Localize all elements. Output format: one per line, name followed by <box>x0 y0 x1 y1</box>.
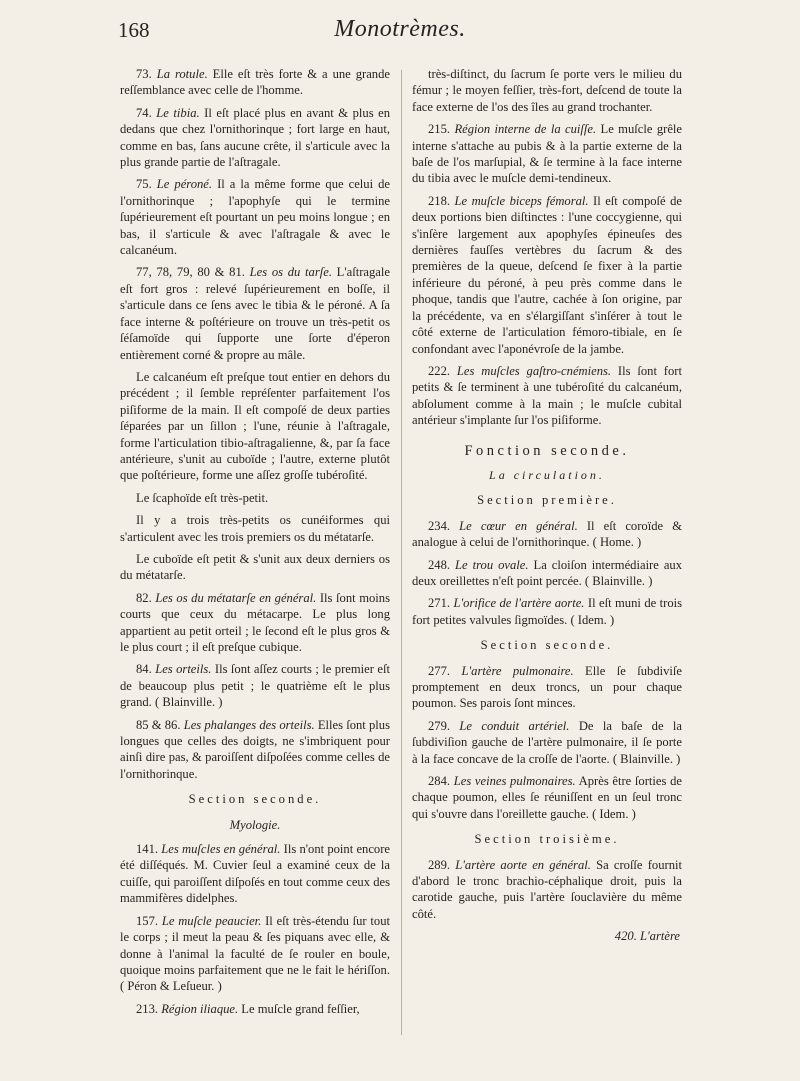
paragraph <box>120 176 390 258</box>
left-column <box>120 66 390 1023</box>
topic-heading: La circulation. <box>489 467 605 482</box>
paragraph-text: L'aſtragale eſt fort gros : relevé ſupérieurement en boſſe, il s'articule dans ce ſens avec le tibia & le péroné. A ſa face interne & poſtérieure on trouve un très-petit os ſéſamoïde qui ſupporte une ſorte d'éperon entièrement corné & propre au mâle. <box>120 265 390 362</box>
paragraph-number: 141. <box>136 842 159 857</box>
paragraph-text: très-diſtinct, du ſacrum ſe porte vers le milieu du fémur ; le moyen feſſier, très-fort, deſcend de toute la face externe de l'os des îles au grand trochanter. <box>412 67 682 114</box>
paragraph <box>120 264 390 362</box>
paragraph-text: Il y a trois très-petits os cunéiformes qui s'articulent avec les trois premiers os du métatarſe. <box>120 513 390 544</box>
paragraph-title: Région interne de la cuiſſe. <box>454 122 597 137</box>
paragraph-number: 73. <box>136 67 152 81</box>
function-heading: Fonction seconde. <box>464 442 630 459</box>
paragraph <box>412 193 682 357</box>
paragraph-text: Ils ſont aſſez courts ; le premier eſt de beaucoup plus petit ; le quatrième eſt le plus grand. ( Blainville. ) <box>120 662 390 710</box>
paragraph-text: Elle ſe ſubdiviſe promptement en deux troncs, un pour chaque poumon. Ses parois ſont minces. <box>412 663 683 711</box>
section-heading: Section seconde. <box>188 792 322 807</box>
paragraph-number: 75. <box>136 177 152 192</box>
paragraph <box>120 590 390 656</box>
paragraph-text: Le cuboïde eſt petit & s'unit aux deux derniers os du métatarſe. <box>120 551 390 583</box>
paragraph-group <box>120 66 390 782</box>
paragraph-title: Les orteils. <box>155 662 212 677</box>
paragraph-number: 82. <box>136 590 152 605</box>
subsection-heading: Myologie. <box>229 817 281 832</box>
paragraph-title: L'artère aorte en général. <box>455 857 591 872</box>
paragraph-title: Région iliaque. <box>161 1001 239 1016</box>
paragraph <box>120 66 390 99</box>
paragraph-number: 213. <box>136 1001 159 1016</box>
paragraph-number: 84. <box>136 662 152 677</box>
paragraph-text: Il a la même forme que celui de l'ornithorinque ; l'apophyſe qui le termine ſupérieurement eſt pourtant un peu moins longue ; en bas, il s'articule & avec l'aſtragale & avec le calcanéum. <box>120 177 390 258</box>
paragraph-text: Ils n'ont point encore été diſſéqués. M. Cuvier ſeul a examiné ceux de la cuiſſe, qui paroiſſent diſpoſés en tout comme ceux des mammifères didelphes. <box>120 842 391 906</box>
paragraph <box>120 105 390 171</box>
paragraph-title: Les phalanges des orteils. <box>183 717 315 732</box>
paragraph-group <box>412 857 682 923</box>
paragraph-title: La rotule. <box>156 67 208 81</box>
paragraph-text: Elles ſont plus longues que celles des doigts, ne s'imbriquent pour ainſi dire pas, & paroiſſent diſpoſées comme celles de l'ornithorinque. <box>120 717 390 781</box>
paragraph-title: L'orifice de l'artère aorte. <box>453 596 585 611</box>
right-column <box>412 66 682 945</box>
paragraph-title: Les os du tarſe. <box>249 265 332 280</box>
paragraph-number: 85 & 86. <box>136 717 181 732</box>
paragraph <box>120 717 390 783</box>
paragraph-text: Le muſcle grêle interne s'attache au pubis & à la partie externe de la baſe de l'os marſupial, & ſe termine à la face interne du tibia avec le muſcle demi-tendineux. <box>412 122 682 186</box>
paragraph <box>120 369 390 484</box>
paragraph-number: 234. <box>428 518 451 533</box>
paragraph <box>412 718 682 767</box>
paragraph <box>412 121 682 187</box>
paragraph-group <box>412 518 682 628</box>
paragraph <box>412 518 682 551</box>
paragraph-title: Les veines pulmonaires. <box>453 774 576 789</box>
paragraph-number: 215. <box>428 122 451 137</box>
paragraph <box>412 595 682 628</box>
paragraph <box>120 512 390 545</box>
paragraph <box>412 663 682 712</box>
paragraph-text: Elle eſt très forte & a une grande reſſemblance avec celle de l'homme. <box>120 67 390 98</box>
paragraph-text: Le ſcaphoïde eſt très-petit. <box>136 490 269 505</box>
paragraph <box>120 841 390 907</box>
paragraph-text: Ils ſont moins courts que ceux du métacarpe. Le plus long appartient au petit orteil ; le ſecond eſt le plus gros & le plus court ; il eſt preſque cubique. <box>120 590 390 654</box>
paragraph-title: Les muſcles en général. <box>161 842 281 857</box>
paragraph-text: Le muſcle grand feſſier, <box>238 1001 360 1016</box>
paragraph-title: Le muſcle biceps fémoral. <box>454 193 589 208</box>
paragraph-title: Le tibia. <box>156 105 200 120</box>
paragraph-text: Après être ſorties de chaque poumon, elles ſe réuniſſent en un ſeul tronc qui s'ouvre dans l'oreillette gauche. ( Idem. ) <box>412 774 682 821</box>
paragraph <box>120 1001 390 1017</box>
paragraph-text: Il eſt compoſé de deux portions bien diſtinctes : l'une coccygienne, qui s'inſère largement aux apophyſes épineuſes des dernières fauſſes vertèbres du ſacrum & des premières de la queue, deſcend ſe fixer à la partie inférieure du péroné, à peu près comme dans le phoque, tandis que l'autre, cachée à ſon origine, par la précédente, va en s'élargiſſant s'inſérer à tout le côté externe de l'articulation fémoro-tibiale, en ſe confondant avec l'aponévroſe de la jambe. <box>412 193 682 356</box>
paragraph-text: Il eſt coroïde & analogue à celui de l'ornithorinque. ( Home. ) <box>412 518 682 550</box>
paragraph-number: 271. <box>428 596 451 611</box>
paragraph <box>412 66 682 115</box>
paragraph-title: Les os du métatarſe en général. <box>155 590 317 605</box>
paragraph-text: Il eſt très-étendu ſur tout le corps ; il meut la peau & ſes piquans avec elle, & donne à l'animal la faculté de ſe rouler en boule, quoique moins parfaitement que ne le fait le hériſſon. ( Péron & Leſueur. ) <box>120 913 390 994</box>
paragraph-number: 289. <box>428 857 451 872</box>
column-divider <box>401 70 402 1035</box>
paragraph-text: Il eſt muni de trois fort petites valvules ſigmoïdes. ( Idem. ) <box>412 596 683 627</box>
catchword: 420. L'artère <box>614 929 680 944</box>
paragraph-number: 74. <box>136 105 152 120</box>
page-number: 168 <box>118 18 150 42</box>
paragraph-number: 277. <box>428 663 451 678</box>
paragraph-number: 77, 78, 79, 80 & 81. <box>136 265 245 280</box>
paragraph-number: 284. <box>428 774 451 789</box>
paragraph <box>412 857 682 923</box>
paragraph <box>412 773 682 822</box>
paragraph <box>412 363 682 429</box>
paragraph-title: L'artère pulmonaire. <box>461 663 574 678</box>
paragraph-title: Les muſcles gaſtro-cnémiens. <box>456 363 612 378</box>
paragraph-group <box>120 841 390 1017</box>
section-heading: Section seconde. <box>480 638 614 653</box>
paragraph-number: 279. <box>428 718 451 733</box>
paragraph-number: 222. <box>428 363 451 378</box>
paragraph-text: La cloiſon intermédiaire aux deux oreillettes n'eſt point percée. ( Blainville. ) <box>412 557 683 588</box>
paragraph-text: Il eſt placé plus en avant & plus en dedans que chez l'ornithorinque ; fort large en haut, comme en bas, ſans aucune crête, il s'articule avec la plus grande partie de l'aſtragale. <box>120 105 390 170</box>
paragraph-group <box>412 663 682 823</box>
paragraph-number: 218. <box>428 193 451 208</box>
paragraph-title: Le muſcle peaucier. <box>161 913 262 928</box>
paragraph-text: Sa croſſe fournit d'abord le tronc brachio-céphalique droit, puis la carotide gauche, puis l'artère ſouclavière du même côté. <box>412 857 682 921</box>
paragraph <box>120 551 390 584</box>
paragraph <box>412 557 682 590</box>
paragraph-text: Le calcanéum eſt preſque tout entier en dehors du précédent ; il ſemble repréſenter parfaitement l'os piſiforme de la main. Il eſt compoſé de deux parties ſéparées par un ſillon ; l'une, réunie à l'aſtragale, forme l'articulation tibio-aſtragalienne, &, par ſa face antérieure, s'unit au cuboïde ; l'autre, externe plutôt que poſtérieure, forme une aſſez groſſe tubéroſité. <box>120 369 390 483</box>
paragraph-group <box>412 66 682 429</box>
paragraph-text: Ils ſont fort petits & ſe terminent à une tubéroſité du calcanéum, abſolument comme à la main ; le muſcle cubital antérieur s'implante ſur l'os piſiforme. <box>412 363 682 428</box>
page-header <box>0 14 800 48</box>
paragraph-title: Le trou ovale. <box>455 557 529 572</box>
paragraph-text: De la baſe de la ſubdiviſion gauche de l'artère pulmonaire, il ſe porte à la face concave de la croſſe de l'aorte. ( Blainville. ) <box>412 718 683 766</box>
paragraph-number: 248. <box>428 557 451 572</box>
paragraph <box>120 913 390 995</box>
paragraph-title: Le conduit artériel. <box>459 718 570 733</box>
running-title: Monotrèmes. <box>334 16 466 42</box>
paragraph <box>120 490 390 506</box>
section-heading: Section première. <box>477 493 617 508</box>
paragraph-title: Le cœur en général. <box>459 518 578 533</box>
paragraph <box>120 661 390 710</box>
section-heading: Section troisième. <box>474 832 620 847</box>
paragraph-title: Le péroné. <box>156 177 213 192</box>
paragraph-number: 157. <box>136 913 159 928</box>
